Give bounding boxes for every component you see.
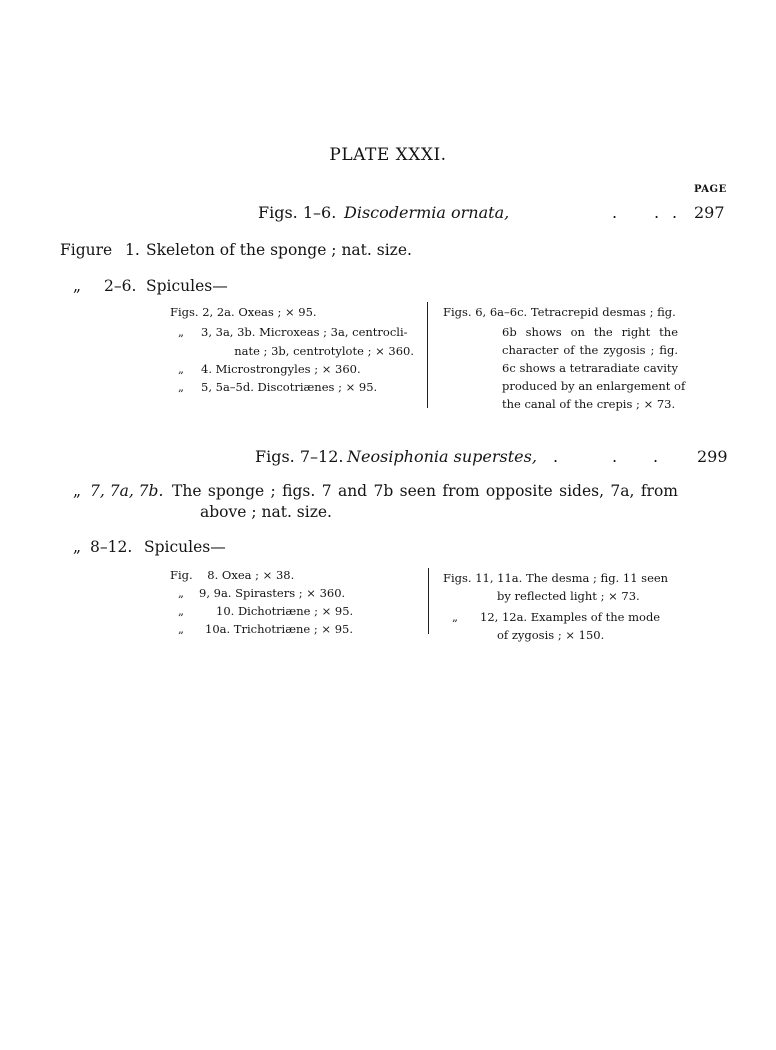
leader-dot: . xyxy=(653,447,659,466)
page-number: 299 xyxy=(697,447,728,466)
list-item-continuation: 6b shows on the right the xyxy=(502,325,678,339)
list-item-continuation: of zygosis ; × 150. xyxy=(497,628,605,642)
leader-dot: . xyxy=(612,203,618,222)
list-item: Figs. 11, 11a. The desma ; fig. 11 seen xyxy=(443,571,669,585)
species-name: Neosiphonia superstes, xyxy=(347,447,537,466)
ditto-mark: „ xyxy=(73,482,82,500)
page-number: 297 xyxy=(694,203,725,222)
list-item-continuation: produced by an enlargement of xyxy=(502,379,686,393)
ditto-mark: „ xyxy=(178,380,184,394)
leader-dot: . xyxy=(612,447,618,466)
ditto-mark: „ xyxy=(178,586,184,600)
figure-prefix: Figure xyxy=(60,241,113,259)
list-item: Fig. 8. Oxea ; × 38. xyxy=(170,568,295,582)
ditto-mark: „ xyxy=(178,604,184,618)
list-item-continuation: nate ; 3b, centrotylote ; × 360. xyxy=(234,344,414,358)
figure-text-continuation: above ; nat. size. xyxy=(200,503,332,521)
list-item-continuation: by reflected light ; × 73. xyxy=(497,589,640,603)
list-item: 9, 9a. Spirasters ; × 360. xyxy=(199,586,346,600)
figure-range: 7, 7a, 7b. xyxy=(90,482,164,500)
ditto-mark: „ xyxy=(178,362,184,376)
column-divider xyxy=(428,568,429,634)
leader-dot: . xyxy=(672,203,678,222)
page-column-label: PAGE xyxy=(694,184,727,195)
figure-text: Spicules— xyxy=(146,277,228,295)
list-item: 12, 12a. Examples of the mode xyxy=(480,610,661,624)
section-figs: Figs. 1–6. xyxy=(258,203,337,222)
figure-range: 8–12. xyxy=(90,538,133,556)
ditto-mark: „ xyxy=(178,325,184,339)
leader-dot: . xyxy=(654,203,660,222)
ditto-mark: „ xyxy=(178,622,184,636)
list-item: 5, 5a–5d. Discotriænes ; × 95. xyxy=(201,380,378,394)
ditto-mark: „ xyxy=(452,610,458,624)
list-item: Figs. 2, 2a. Oxeas ; × 95. xyxy=(170,305,317,319)
section-figs: Figs. 7–12. xyxy=(255,447,344,466)
leader-dot: . xyxy=(553,447,559,466)
figure-text: The sponge ; figs. 7 and 7b seen from opposite sides, 7a, from xyxy=(172,482,678,500)
list-item-continuation: 6c shows a tetraradiate cavity xyxy=(502,361,678,375)
column-divider xyxy=(427,302,428,408)
list-item: 3, 3a, 3b. Microxeas ; 3a, centrocli- xyxy=(201,325,408,339)
list-item: 10. Dichotriæne ; × 95. xyxy=(216,604,354,618)
plate-title: PLATE XXXI. xyxy=(329,145,447,165)
figure-text: Skeleton of the sponge ; nat. size. xyxy=(146,241,412,259)
list-item: 10a. Trichotriæne ; × 95. xyxy=(205,622,354,636)
ditto-mark: „ xyxy=(73,538,82,556)
figure-range: 2–6. xyxy=(104,277,137,295)
list-item-continuation: the canal of the crepis ; × 73. xyxy=(502,397,676,411)
figure-number: 1. xyxy=(125,241,140,259)
list-item: 4. Microstrongyles ; × 360. xyxy=(201,362,361,376)
figure-text: Spicules— xyxy=(144,538,226,556)
species-name: Discodermia ornata, xyxy=(344,203,510,222)
list-item: Figs. 6, 6a–6c. Tetracrepid desmas ; fig. xyxy=(443,305,676,319)
ditto-mark: „ xyxy=(73,277,82,295)
list-item-continuation: character of the zygosis ; fig. xyxy=(502,343,678,357)
